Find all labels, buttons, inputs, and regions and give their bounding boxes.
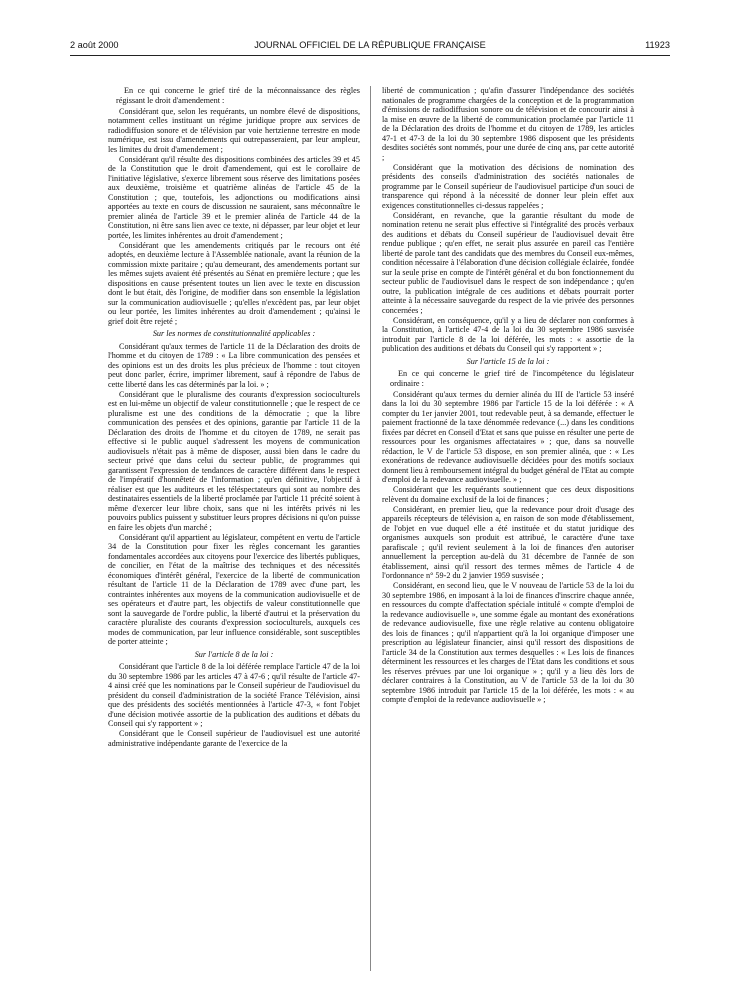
column-divider	[370, 86, 371, 971]
body-paragraph: Considérant que la motivation des décisions de nomination des présidents des conseils d'administration des sociétés nationales de programme par le Conseil supérieur de l'audiovisuel participe d'un souci de transparence qui répond à la nécessité de donner leur plein effet aux exigences constitutionnelles ci-dessus rappelées ;	[382, 162, 634, 210]
body-paragraph: Considérant, en conséquence, qu'il y a lieu de déclarer non conformes à la Constitution, à l'article 47-4 de la loi du 30 septembre 1986 susvisée introduit par l'article 8 de la loi déférée, les mots : « assortie de la publication des auditions et débats du Conseil qui s'y rapportent » ;	[382, 315, 634, 353]
body-paragraph: Considérant que l'article 8 de la loi déférée remplace l'article 47 de la loi du 30 septembre 1986 par les articles 47 à 47-6 ; qu'il résulte de l'article 47-4 ainsi créé que les nominations par le Conseil supérieur de l'audiovisuel du président du conseil d'administration de la société France Télévision, ainsi que des présidents des sociétés mentionnées à l'article 47-3, « font l'objet d'une décision motivée assortie de la publication des auditions et débats du Conseil qui s'y rapportent » ;	[108, 662, 360, 728]
body-paragraph: Considérant que les requérants soutiennent que ces deux dispositions relèvent du domaine exclusif de la loi de finances ;	[382, 485, 634, 504]
body-paragraph: Considérant qu'il résulte des dispositions combinées des articles 39 et 45 de la Constitution que le droit d'amendement, qui est le corollaire de l'initiative législative, s'exerce librement sous réserve des limitations posées aux deuxième, troisième et quatrième alinéas de l'article 45 de la Constitution ; que, toutefois, les adjonctions ou modifications ainsi apportées au texte en cours de discussion ne sauraient, sans méconnaître le premier alinéa de l'article 39 et le premier alinéa de l'article 44 de la Constitution, ni être sans lien avec ce texte, ni dépasser, par leur objet et leur portée, les limites inhérentes au droit d'amendement ;	[108, 154, 360, 240]
body-paragraph: liberté de communication ; qu'afin d'assurer l'indépendance des sociétés nationales de programme chargées de la conception et de la programmation d'émissions de radiodiffusion sonore ou de télévision et de concourir ainsi à la mise en œuvre de la liberté de communication proclamée par l'article 11 de la Déclaration des droits de l'homme et du citoyen de 1789, les articles 47-1 et 47-3 de la loi du 30 septembre 1986 disposent que les présidents desdites sociétés sont nommés, pour une durée de cinq ans, par cette autorité ;	[382, 86, 634, 162]
section-heading: Sur l'article 8 de la loi :	[194, 649, 274, 659]
body-paragraph: Considérant que le pluralisme des courants d'expression socioculturels est en lui-même un objectif de valeur constitutionnelle ; que le respect de ce pluralisme est une des conditions de la démocratie ; que la libre communication des pensées et des opinions, garantie par l'article 11 de la Déclaration des droits de l'homme et du citoyen de 1789, ne serait pas effective si le public auquel s'adressent les moyens de communication audiovisuels n'était pas à même de disposer, aussi bien dans le cadre du secteur privé que dans celui du secteur public, de programmes qui garantissent l'expression de tendances de caractère différent dans le respect de l'impératif d'honnêteté de l'information ; qu'en définitive, l'objectif à réaliser est que les auditeurs et les téléspectateurs qui sont au nombre des destinataires essentiels de la liberté proclamée par l'article 11 précité soient à même d'exercer leur libre choix, sans que ni les intérêts privés ni les pouvoirs publics puissent y substituer leurs propres décisions ni qu'on puisse en faire les objets d'un marché ;	[108, 389, 360, 532]
body-paragraph: Considérant qu'aux termes de l'article 11 de la Déclaration des droits de l'homme et du citoyen de 1789 : « La libre communication des pensées et des opinions est un des droits les plus précieux de l'homme : tout citoyen peut donc parler, écrire, imprimer librement, sauf à répondre de l'abus de cette liberté dans les cas déterminés par la loi. » ;	[108, 341, 360, 389]
left-column	[108, 86, 360, 971]
body-paragraph: Considérant, en revanche, que la garantie résultant du mode de nomination retenu ne serait plus effective si l'intégralité des procès verbaux des auditions et débats du Conseil supérieur de l'audiovisuel devait être rendue publique ; qu'en effet, ne serait plus assurée en pareil cas l'entière liberté de parole tant des candidats que des membres du Conseil eux-mêmes, condition nécessaire à l'élaboration d'une décision collégiale éclairée, fondée sur la seule prise en compte de l'intérêt général et du bon fonctionnement du secteur public de l'audiovisuel dans le respect de son indépendance ; qu'en outre, la publication intégrale de ces auditions et débats pourrait porter atteinte à la nécessaire sauvegarde du respect de la vie privée des personnes concernées ;	[382, 210, 634, 315]
section-heading: Sur les normes de constitutionnalité applicables :	[152, 329, 316, 338]
body-paragraph: Considérant qu'il appartient au législateur, compétent en vertu de l'article 34 de la Constitution pour fixer les règles concernant les garanties fondamentales accordées aux citoyens pour l'exercice des libertés publiques, de concilier, en l'état de la maîtrise des techniques et des nécessités économiques d'intérêt général, l'exercice de la liberté de communication résultant de l'article 11 de la Déclaration de 1789 avec d'une part, les contraintes inhérentes aux moyens de la communication audiovisuelle et de ses opérateurs et d'autre part, les objectifs de valeur constitutionnelle que sont la sauvegarde de l'ordre public, la liberté d'autrui et la préservation du caractère pluraliste des courants d'expression socioculturels, auxquels ces modes de communication, par leur influence considérable, sont susceptibles de porter atteinte ;	[108, 532, 360, 646]
body-paragraph: Considérant, en second lieu, que le V nouveau de l'article 53 de la loi du 30 septembre 1986, en imposant à la loi de finances d'inscrire chaque année, en ressources du compte d'affectation spéciale intitulé « compte d'emploi de la redevance audiovisuelle », une somme égale au montant des exonérations de redevance audiovisuelle, fixe une règle relative au contenu obligatoire des lois de finances ; qu'il n'appartient qu'à la loi organique d'imposer une prescription au législateur financier, ainsi qu'il ressort des dispositions de l'article 34 de la Constitution aux termes desquelles : « Les lois de finances déterminent les ressources et les charges de l'Etat dans les conditions et sous les réserves prévues par une loi organique » ; qu'il y a lieu dès lors de déclarer contraires à la Constitution, au V de l'article 53 de la loi du 30 septembre 1986 introduit par l'article 15 de la loi déférée, les mots : « au compte d'emploi de la redevance audiovisuelle » ;	[382, 581, 634, 704]
body-paragraph: Considérant, en premier lieu, que la redevance pour droit d'usage des appareils récepteurs de télévision a, en raison de son mode d'établissement, de l'objet en vue duquel elle a été instituée et du statut juridique des organismes auxquels son produit est attribué, le caractère d'une taxe parafiscale ; qu'il revient seulement à la loi de finances d'en autoriser annuellement la perception au-delà du 31 décembre de l'année de son établissement, ainsi qu'il ressort des termes mêmes de l'article 4 de l'ordonnance n° 59-2 du 2 janvier 1959 susvisée ;	[382, 504, 634, 580]
section-heading: Sur l'article 15 de la loi :	[466, 356, 550, 366]
header-journal-title: JOURNAL OFFICIEL DE LA RÉPUBLIQUE FRANÇAISE	[254, 40, 486, 50]
header-date: 2 août 2000	[70, 40, 119, 50]
grief-paragraph: En ce qui concerne le grief tiré de l'incompétence du législateur ordinaire :	[390, 369, 634, 388]
body-paragraph: Considérant qu'aux termes du dernier alinéa du III de l'article 53 inséré dans la loi du 30 septembre 1986 par l'article 15 de la loi déférée : « A compter du 1er janvier 2001, tout redevable peut, à sa demande, effectuer le paiement fractionné de la taxe dénommée redevance (...) dans les conditions fixées par décret en Conseil d'Etat et sans que puisse en résulter une perte de ressources pour les organismes affectataires » ; que, dans sa nouvelle rédaction, le V de l'article 53 dispose, en son premier alinéa, que : « Les exonérations de redevance audiovisuelle décidées pour des motifs sociaux donnent lieu à remboursement intégral du budget général de l'Etat au compte d'emploi de la redevance audiovisuelle. » ;	[382, 389, 634, 484]
body-paragraph: Considérant que les amendements critiqués par le recours ont été adoptés, en deuxième lecture à l'Assemblée nationale, avant la réunion de la commission mixte paritaire ; qu'au demeurant, des amendements portant sur les mêmes sujets avaient été présentés au Sénat en première lecture ; que les dispositions en cause présentent toutes un lien avec le texte en discussion dont le but était, dès l'origine, de modifier dans son ensemble la législation sur la communication audiovisuelle ; qu'elles n'excèdent pas, par leur objet ou leur portée, les limites inhérentes au droit d'amendement ; qu'ainsi le grief doit être rejeté ;	[108, 240, 360, 326]
body-paragraph: Considérant que, selon les requérants, un nombre élevé de dispositions, notamment celles instituant un régime juridique propre aux services de radiodiffusion sonore et de télévision par voie hertzienne terrestre en mode numérique, est issu d'amendements qui outrepasseraient, par leur ampleur, les limites du droit d'amendement ;	[108, 106, 360, 154]
header-rule	[70, 55, 670, 56]
grief-paragraph: En ce qui concerne le grief tiré de la méconnaissance des règles régissant le droit d'amendement :	[116, 86, 360, 105]
body-paragraph: Considérant que le Conseil supérieur de l'audiovisuel est une autorité administrative indépendante garante de l'exercice de la	[108, 729, 360, 748]
header-page-number: 11923	[645, 40, 670, 50]
right-column	[382, 86, 634, 971]
page-header	[70, 40, 670, 54]
